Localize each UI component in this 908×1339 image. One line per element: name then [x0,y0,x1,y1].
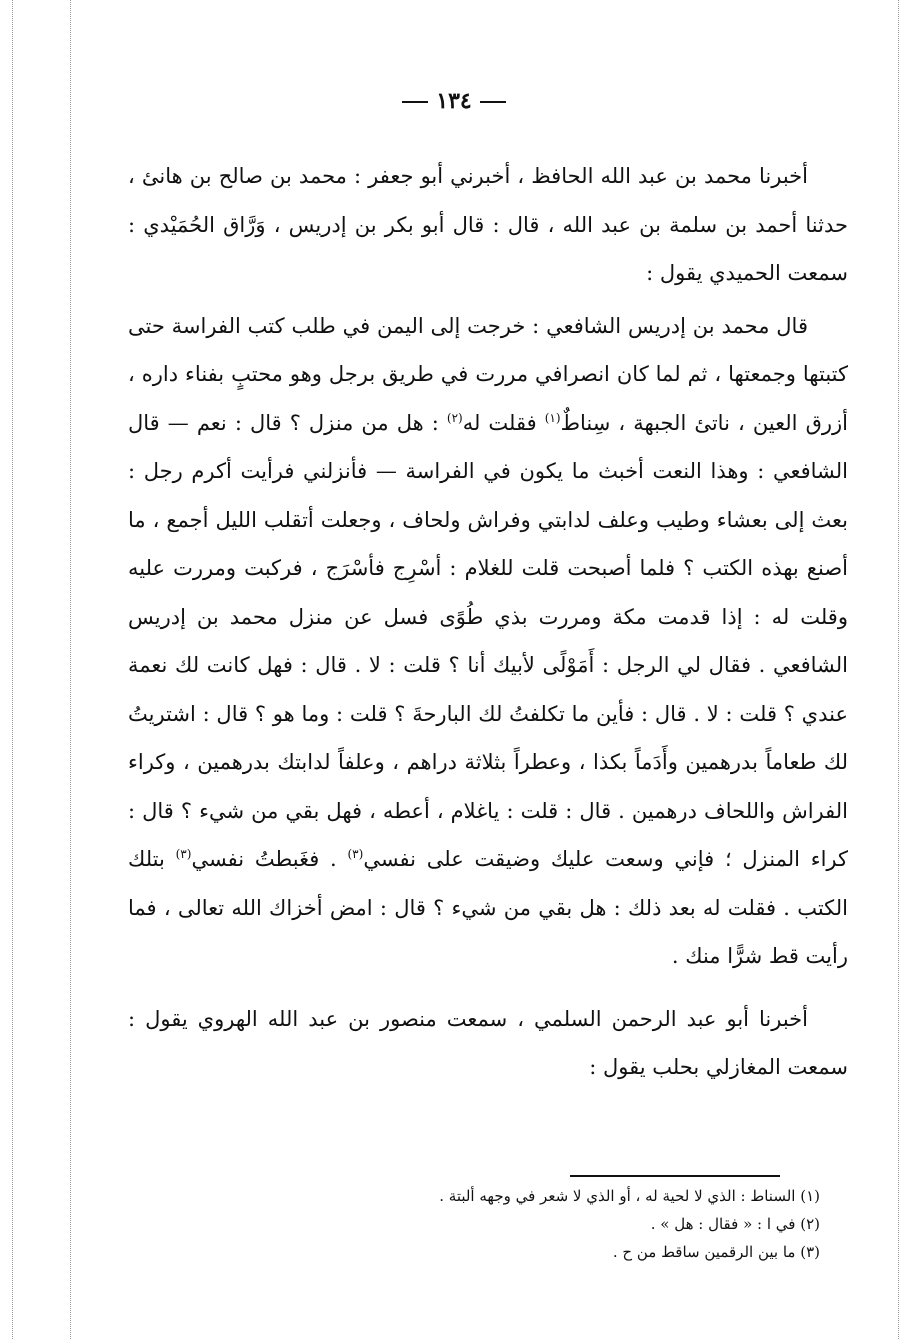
page-edge-dots-right [898,0,900,1339]
paragraph-isnad-2: أخبرنا أبو عبد الرحمن السلمي ، سمعت منصور بن عبد الله الهروي يقول : سمعت المغازلي بحلب يقول : [128,1006,848,1079]
paragraph-isnad-1: أخبرنا محمد بن عبد الله الحافظ ، أخبرني أبو جعفر : محمد بن صالح بن هانئ ، حدثنا أحمد بن سلمة بن عبد الله ، قال : قال أبو بكر بن إدريس ، وَرَّاق الحُمَيْدي : سمعت الحميدي يقول : [128,164,848,285]
story-part-3: : هل من منزل ؟ قال : نعم — قال الشافعي : وهذا النعت أخبث ما يكون في الفراسة — فأنزلني فرأيت أكرم رجل : بعث إلى بعشاء وطيب وعلف لدابتي وفراش ولحاف ، وجعلت أتقلب الليل أجمع ، ما أصنع بهذه الكتب ؟ فلما أصبحت قلت للغلام : أسْرِج فأسْرَج ، فركبت ومررت عليه وقلت له : إذا قدمت مكة ومررت بذي طُوًى فسل عن منزل محمد بن إدريس الشافعي . فقال لي الرجل : أَمَوْلًى لأبيك أنا ؟ قلت : لا . قال : فهل كانت لك نعمة عندي ؟ قلت : لا . قال : فأين ما تكلفتُ لك البارحةَ ؟ قلت : وما هو ؟ قال : اشتريتُ لك طعاماً بدرهمين وأَدَماً بكذا ، وعطراً بثلاثة دراهم ، وعلفاً لدابتك بدرهمين ، وكراء الفراش واللحاف درهمين . قال : قلت : ياغلام ، أعطه ، فهل بقي من شيء ؟ قال : كراء المنزل ؛ فإني وسعت عليك وضيقت على نفسي [128,410,849,871]
main-text [128,152,848,1092]
footnote-ref-3-end: (٣) [175,847,192,861]
page-edge-dots-inner [70,0,72,1339]
page-number-dash-right [480,101,506,103]
footnote-3: (٣) ما بين الرقمين ساقط من ح . [612,1243,820,1261]
page-edge-dots-left [12,0,14,1339]
paragraph-story [128,302,848,981]
footnotes [300,1182,820,1266]
story-part-1: قال محمد بن إدريس الشافعي : خرجت إلى اليمن في طلب كتب الفراسة حتى كتبتها وجمعتها ، ثم لما كان انصرافي مررت في طريق برجل وهو محتبٍ بفناء داره ، أزرق العين ، ناتئ الجبهة ، سِناطٌ [128,313,848,435]
footnote-2: (٢) في ا : « فقال : هل » . [650,1215,820,1233]
page-number-dash-left [402,101,428,103]
story-part-5: بتلك الكتب . فقلت له بعد ذلك : هل بقي من شيء ؟ قال : امض أخزاك الله تعالى ، فما رأيت قط شرًّا منك . [128,847,848,968]
page-number [0,88,908,114]
story-part-2: فقلت له [462,410,545,435]
footnote-1: (١) السناط : الذي لا لحية له ، أو الذي لا شعر في وجهه ألبتة . [439,1187,820,1205]
story-part-4: . فغَبطتُ نفسي [191,847,348,871]
page-number-text: ١٣٤ [436,88,472,114]
footnote-ref-2: (٢) [446,410,463,425]
footnote-separator [570,1175,780,1177]
footnote-ref-1: (١) [544,410,561,425]
footnote-ref-3-start: (٣) [347,847,364,861]
